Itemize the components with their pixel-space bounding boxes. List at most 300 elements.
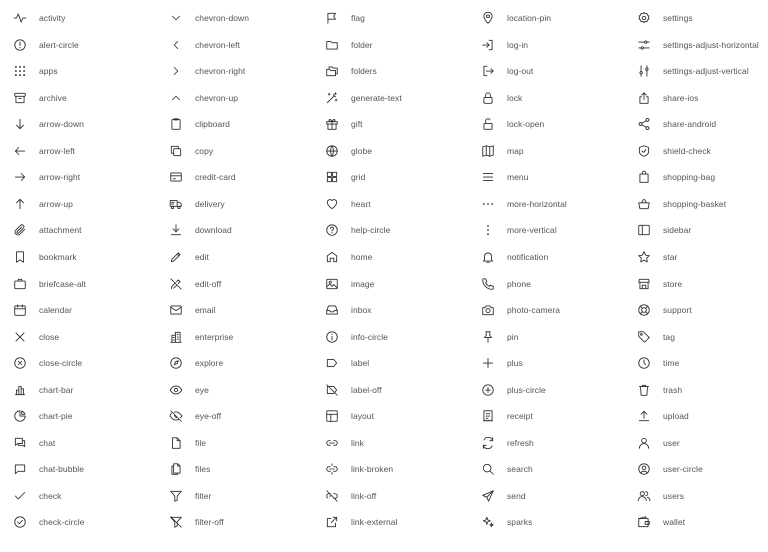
icon-item	[481, 353, 523, 373]
icon-label: user-circle	[663, 464, 703, 475]
icon-item	[169, 486, 211, 506]
icon-item	[481, 274, 531, 294]
icon-item	[481, 380, 546, 400]
icon-label: help-circle	[351, 225, 391, 236]
icon-item	[169, 114, 230, 134]
icon-item	[325, 459, 393, 479]
icon-label: layout	[351, 411, 374, 422]
icon-item	[169, 8, 249, 28]
icon-label: arrow-left	[39, 145, 75, 156]
icon-label: edit-off	[195, 278, 222, 289]
icon-label: label-off	[351, 384, 382, 395]
download-icon	[169, 223, 183, 237]
filter-off-icon	[169, 515, 183, 529]
icon-item	[325, 88, 402, 108]
icon-item	[169, 61, 245, 81]
icon-item	[637, 486, 684, 506]
chevron-left-icon	[169, 38, 183, 52]
location-pin-icon	[481, 11, 495, 25]
icon-item	[637, 459, 703, 479]
icon-label: close-circle	[39, 358, 83, 369]
icon-label: store	[663, 278, 683, 289]
globe-icon	[325, 144, 339, 158]
chat-icon	[13, 436, 27, 450]
time-icon	[637, 356, 651, 370]
icon-label: archive	[39, 92, 67, 103]
user-icon	[637, 436, 651, 450]
tag-icon	[637, 330, 651, 344]
icon-item	[637, 114, 716, 134]
link-off-icon	[325, 489, 339, 503]
icon-label: log-out	[507, 66, 534, 77]
star-icon	[637, 250, 651, 264]
chat-bubble-icon	[13, 462, 27, 476]
icon-item	[481, 433, 534, 453]
apps-icon	[13, 64, 27, 78]
icon-item	[325, 486, 376, 506]
share-ios-icon	[637, 91, 651, 105]
icon-label: label	[351, 358, 370, 369]
icon-item	[637, 194, 726, 214]
icon-label: generate-text	[351, 92, 402, 103]
icon-item	[169, 327, 233, 347]
icon-item	[481, 88, 522, 108]
icon-item	[325, 406, 374, 426]
close-icon	[13, 330, 27, 344]
icon-item	[13, 300, 72, 320]
alert-circle-icon	[13, 38, 27, 52]
icon-label: chevron-right	[195, 66, 246, 77]
shopping-basket-icon	[637, 197, 651, 211]
icon-label: receipt	[507, 411, 533, 422]
icon-label: files	[195, 464, 211, 475]
icon-label: explore	[195, 358, 224, 369]
folders-icon	[325, 64, 339, 78]
icon-label: upload	[663, 411, 689, 422]
send-icon	[481, 489, 495, 503]
icon-label: tag	[663, 331, 675, 342]
icon-item	[13, 114, 84, 134]
icon-item	[481, 194, 567, 214]
lock-open-icon	[481, 117, 495, 131]
close-circle-icon	[13, 356, 27, 370]
layout-icon	[325, 409, 339, 423]
support-icon	[637, 303, 651, 317]
info-circle-icon	[325, 330, 339, 344]
icon-label: plus	[507, 358, 523, 369]
icon-label: notification	[507, 251, 549, 262]
icon-item	[637, 35, 759, 55]
icon-label: link-off	[351, 490, 377, 501]
map-icon	[481, 144, 495, 158]
icon-label: more-horizontal	[507, 198, 567, 209]
icon-item	[13, 433, 55, 453]
icon-item	[325, 61, 377, 81]
upload-icon	[637, 409, 651, 423]
icon-label: credit-card	[195, 172, 236, 183]
icon-item	[325, 8, 365, 28]
icon-label: sparks	[507, 517, 533, 528]
icon-item	[325, 35, 373, 55]
bookmark-icon	[13, 250, 27, 264]
check-circle-icon	[13, 515, 27, 529]
arrow-left-icon	[13, 144, 27, 158]
icon-item	[481, 8, 551, 28]
icon-label: user	[663, 437, 680, 448]
icon-label: alert-circle	[39, 39, 79, 50]
icon-item	[637, 247, 677, 267]
flag-icon	[325, 11, 339, 25]
icon-label: file	[195, 437, 207, 448]
icon-item	[637, 353, 679, 373]
icon-label: photo-camera	[507, 305, 561, 316]
refresh-icon	[481, 436, 495, 450]
icon-item	[325, 141, 372, 161]
phone-icon	[481, 277, 495, 291]
icon-item	[13, 274, 86, 294]
plus-circle-icon	[481, 383, 495, 397]
link-external-icon	[325, 515, 339, 529]
icon-label: lock	[507, 92, 523, 103]
icon-label: chart-pie	[39, 411, 73, 422]
icon-item	[169, 247, 209, 267]
icon-label: chart-bar	[39, 384, 74, 395]
archive-icon	[13, 91, 27, 105]
icon-item	[481, 61, 533, 81]
icon-item	[13, 459, 84, 479]
icon-label: chevron-up	[195, 92, 239, 103]
chart-pie-icon	[13, 409, 27, 423]
icon-item	[637, 88, 698, 108]
briefcase-alt-icon	[13, 277, 27, 291]
icon-item	[325, 380, 382, 400]
icon-label: flag	[351, 13, 365, 23]
icon-item	[13, 353, 82, 373]
icon-item	[13, 247, 77, 267]
user-circle-icon	[637, 462, 651, 476]
icon-label: folders	[351, 66, 377, 77]
icon-label: shopping-basket	[663, 198, 727, 209]
icon-item	[325, 247, 372, 267]
icon-label: chevron-down	[195, 13, 249, 23]
icon-item	[325, 512, 397, 532]
icon-item	[481, 220, 557, 240]
icon-label: sidebar	[663, 225, 692, 236]
icon-label: delivery	[195, 198, 225, 209]
icon-item	[13, 194, 73, 214]
icon-label: check	[39, 490, 62, 501]
icon-label: arrow-down	[39, 119, 84, 130]
image-icon	[325, 277, 339, 291]
copy-icon	[169, 144, 183, 158]
icon-item	[13, 8, 65, 28]
icon-label: time	[663, 358, 680, 369]
wallet-icon	[637, 515, 651, 529]
folder-icon	[325, 38, 339, 52]
icon-label: globe	[351, 145, 373, 156]
icon-item	[169, 353, 223, 373]
more-vertical-icon	[481, 223, 495, 237]
icon-label: briefcase-alt	[39, 278, 86, 289]
eye-off-icon	[169, 409, 183, 423]
icon-item	[169, 88, 238, 108]
users-icon	[637, 489, 651, 503]
icon-label: close	[39, 331, 60, 342]
icon-label: plus-circle	[507, 384, 546, 395]
notification-icon	[481, 250, 495, 264]
icon-label: more-vertical	[507, 225, 557, 236]
icon-item	[325, 114, 363, 134]
icon-item	[481, 300, 560, 320]
icon-label: map	[507, 145, 524, 156]
icon-item	[481, 35, 528, 55]
icon-label: eye-off	[195, 411, 222, 422]
icon-item	[169, 433, 206, 453]
icon-label: pin	[507, 331, 519, 342]
trash-icon	[637, 383, 651, 397]
icon-item	[637, 512, 685, 532]
icon-item	[13, 141, 75, 161]
icon-label: log-in	[507, 39, 529, 50]
log-out-icon	[481, 64, 495, 78]
icon-label: menu	[507, 172, 529, 183]
icon-item	[637, 274, 682, 294]
shield-check-icon	[637, 144, 651, 158]
icon-label: settings-adjust-horizontal	[663, 39, 759, 50]
icon-item	[637, 8, 693, 28]
icon-item	[637, 300, 692, 320]
icon-item	[13, 406, 73, 426]
icon-label: support	[663, 305, 692, 316]
icon-label: link-broken	[351, 464, 394, 475]
clipboard-icon	[169, 117, 183, 131]
store-icon	[637, 277, 651, 291]
icon-label: users	[663, 490, 685, 501]
explore-icon	[169, 356, 183, 370]
edit-icon	[169, 250, 183, 264]
lock-icon	[481, 91, 495, 105]
icon-label: shopping-bag	[663, 172, 716, 183]
arrow-up-icon	[13, 197, 27, 211]
label-icon	[325, 356, 339, 370]
icon-item	[13, 486, 61, 506]
file-icon	[169, 436, 183, 450]
check-icon	[13, 489, 27, 503]
pin-icon	[481, 330, 495, 344]
icon-label: chevron-left	[195, 39, 241, 50]
icon-label: share-ios	[663, 92, 699, 103]
icon-item	[637, 380, 682, 400]
icon-label: share-android	[663, 119, 717, 130]
enterprise-icon	[169, 330, 183, 344]
help-circle-icon	[325, 223, 339, 237]
icon-label: edit	[195, 251, 209, 262]
icon-label: shield-check	[663, 145, 711, 156]
icon-label: check-circle	[39, 517, 85, 528]
inbox-icon	[325, 303, 339, 317]
icon-label: copy	[195, 145, 214, 156]
icon-label: info-circle	[351, 331, 388, 342]
search-icon	[481, 462, 495, 476]
icon-label: enterprise	[195, 331, 234, 342]
icon-label: star	[663, 251, 678, 262]
icon-item	[169, 300, 216, 320]
icon-label: link	[351, 437, 364, 448]
chevron-right-icon	[169, 64, 183, 78]
icon-label: wallet	[663, 517, 686, 528]
icon-item	[637, 167, 715, 187]
icon-label: attachment	[39, 225, 82, 236]
settings-adjust-horizontal-icon	[637, 38, 651, 52]
icon-label: grid	[351, 172, 366, 183]
photo-camera-icon	[481, 303, 495, 317]
icon-item	[13, 88, 67, 108]
icon-label: settings-adjust-vertical	[663, 66, 749, 77]
icon-label: apps	[39, 66, 58, 77]
heart-icon	[325, 197, 339, 211]
email-icon	[169, 303, 183, 317]
attachment-icon	[13, 223, 27, 237]
icon-item	[169, 141, 213, 161]
files-icon	[169, 462, 183, 476]
chevron-up-icon	[169, 91, 183, 105]
activity-icon	[13, 11, 27, 25]
icon-label: eye	[195, 384, 209, 395]
icon-label: refresh	[507, 437, 534, 448]
menu-icon	[481, 170, 495, 184]
icon-label: home	[351, 251, 373, 262]
icon-label: bookmark	[39, 251, 77, 262]
icon-item	[325, 274, 374, 294]
home-icon	[325, 250, 339, 264]
icon-label: lock-open	[507, 119, 545, 130]
icon-label: settings	[663, 13, 693, 23]
gift-icon	[325, 117, 339, 131]
icon-item	[13, 35, 79, 55]
icon-item	[637, 141, 711, 161]
chart-bar-icon	[13, 383, 27, 397]
receipt-icon	[481, 409, 495, 423]
icon-item	[481, 247, 548, 267]
link-icon	[325, 436, 339, 450]
icon-item	[13, 380, 73, 400]
icon-item	[169, 167, 236, 187]
icon-label: inbox	[351, 305, 372, 316]
icon-item	[481, 512, 532, 532]
icon-label: download	[195, 225, 232, 236]
sidebar-icon	[637, 223, 651, 237]
plus-icon	[481, 356, 495, 370]
more-horizontal-icon	[481, 197, 495, 211]
icon-item	[481, 167, 528, 187]
icon-label: clipboard	[195, 119, 230, 130]
shopping-bag-icon	[637, 170, 651, 184]
label-off-icon	[325, 383, 339, 397]
icon-item	[169, 406, 221, 426]
icon-label: email	[195, 305, 216, 316]
icon-label: location-pin	[507, 13, 552, 23]
filter-icon	[169, 489, 183, 503]
icon-item	[169, 380, 209, 400]
arrow-right-icon	[13, 170, 27, 184]
icon-item	[13, 167, 80, 187]
settings-icon	[637, 11, 651, 25]
icon-item	[169, 194, 225, 214]
log-in-icon	[481, 38, 495, 52]
icon-label: filter	[195, 490, 212, 501]
icon-item	[169, 35, 240, 55]
calendar-icon	[13, 303, 27, 317]
chevron-down-icon	[169, 11, 183, 25]
icon-item	[325, 220, 390, 240]
icon-label: chat	[39, 437, 56, 448]
icon-item	[13, 327, 59, 347]
icon-label: arrow-right	[39, 172, 81, 183]
icon-item	[13, 61, 58, 81]
icon-item	[481, 459, 533, 479]
icon-label: gift	[351, 119, 363, 130]
edit-off-icon	[169, 277, 183, 291]
icon-label: heart	[351, 198, 371, 209]
settings-adjust-vertical-icon	[637, 64, 651, 78]
generate-text-icon	[325, 91, 339, 105]
icon-label: search	[507, 464, 533, 475]
link-broken-icon	[325, 462, 339, 476]
arrow-down-icon	[13, 117, 27, 131]
icon-item	[481, 486, 526, 506]
icon-label: send	[507, 490, 526, 501]
icon-label: chat-bubble	[39, 464, 84, 475]
icon-item	[481, 327, 519, 347]
icon-item	[637, 327, 675, 347]
icon-item	[481, 406, 533, 426]
icon-item	[637, 406, 689, 426]
icon-item	[481, 114, 544, 134]
icon-label: folder	[351, 39, 373, 50]
icon-item	[169, 512, 224, 532]
eye-icon	[169, 383, 183, 397]
credit-card-icon	[169, 170, 183, 184]
icon-item	[637, 220, 691, 240]
icon-item	[325, 327, 388, 347]
icon-item	[169, 220, 232, 240]
icon-item	[13, 512, 84, 532]
icon-item	[481, 141, 524, 161]
delivery-icon	[169, 197, 183, 211]
icon-item	[325, 300, 372, 320]
icon-item	[325, 194, 371, 214]
grid-icon	[325, 170, 339, 184]
icon-label: filter-off	[195, 517, 224, 528]
icon-item	[325, 167, 365, 187]
icon-label: image	[351, 278, 375, 289]
icon-label: calendar	[39, 305, 73, 316]
icon-label: activity	[39, 13, 66, 23]
icon-item	[13, 220, 82, 240]
share-android-icon	[637, 117, 651, 131]
icon-label: arrow-up	[39, 198, 73, 209]
icon-item	[325, 433, 364, 453]
icon-label: link-external	[351, 517, 398, 528]
icon-item	[637, 61, 749, 81]
icon-item	[325, 353, 369, 373]
icon-label: phone	[507, 278, 531, 289]
sparks-icon	[481, 515, 495, 529]
icon-item	[169, 274, 221, 294]
icon-label: trash	[663, 384, 683, 395]
icon-item	[637, 433, 680, 453]
icon-item	[169, 459, 210, 479]
